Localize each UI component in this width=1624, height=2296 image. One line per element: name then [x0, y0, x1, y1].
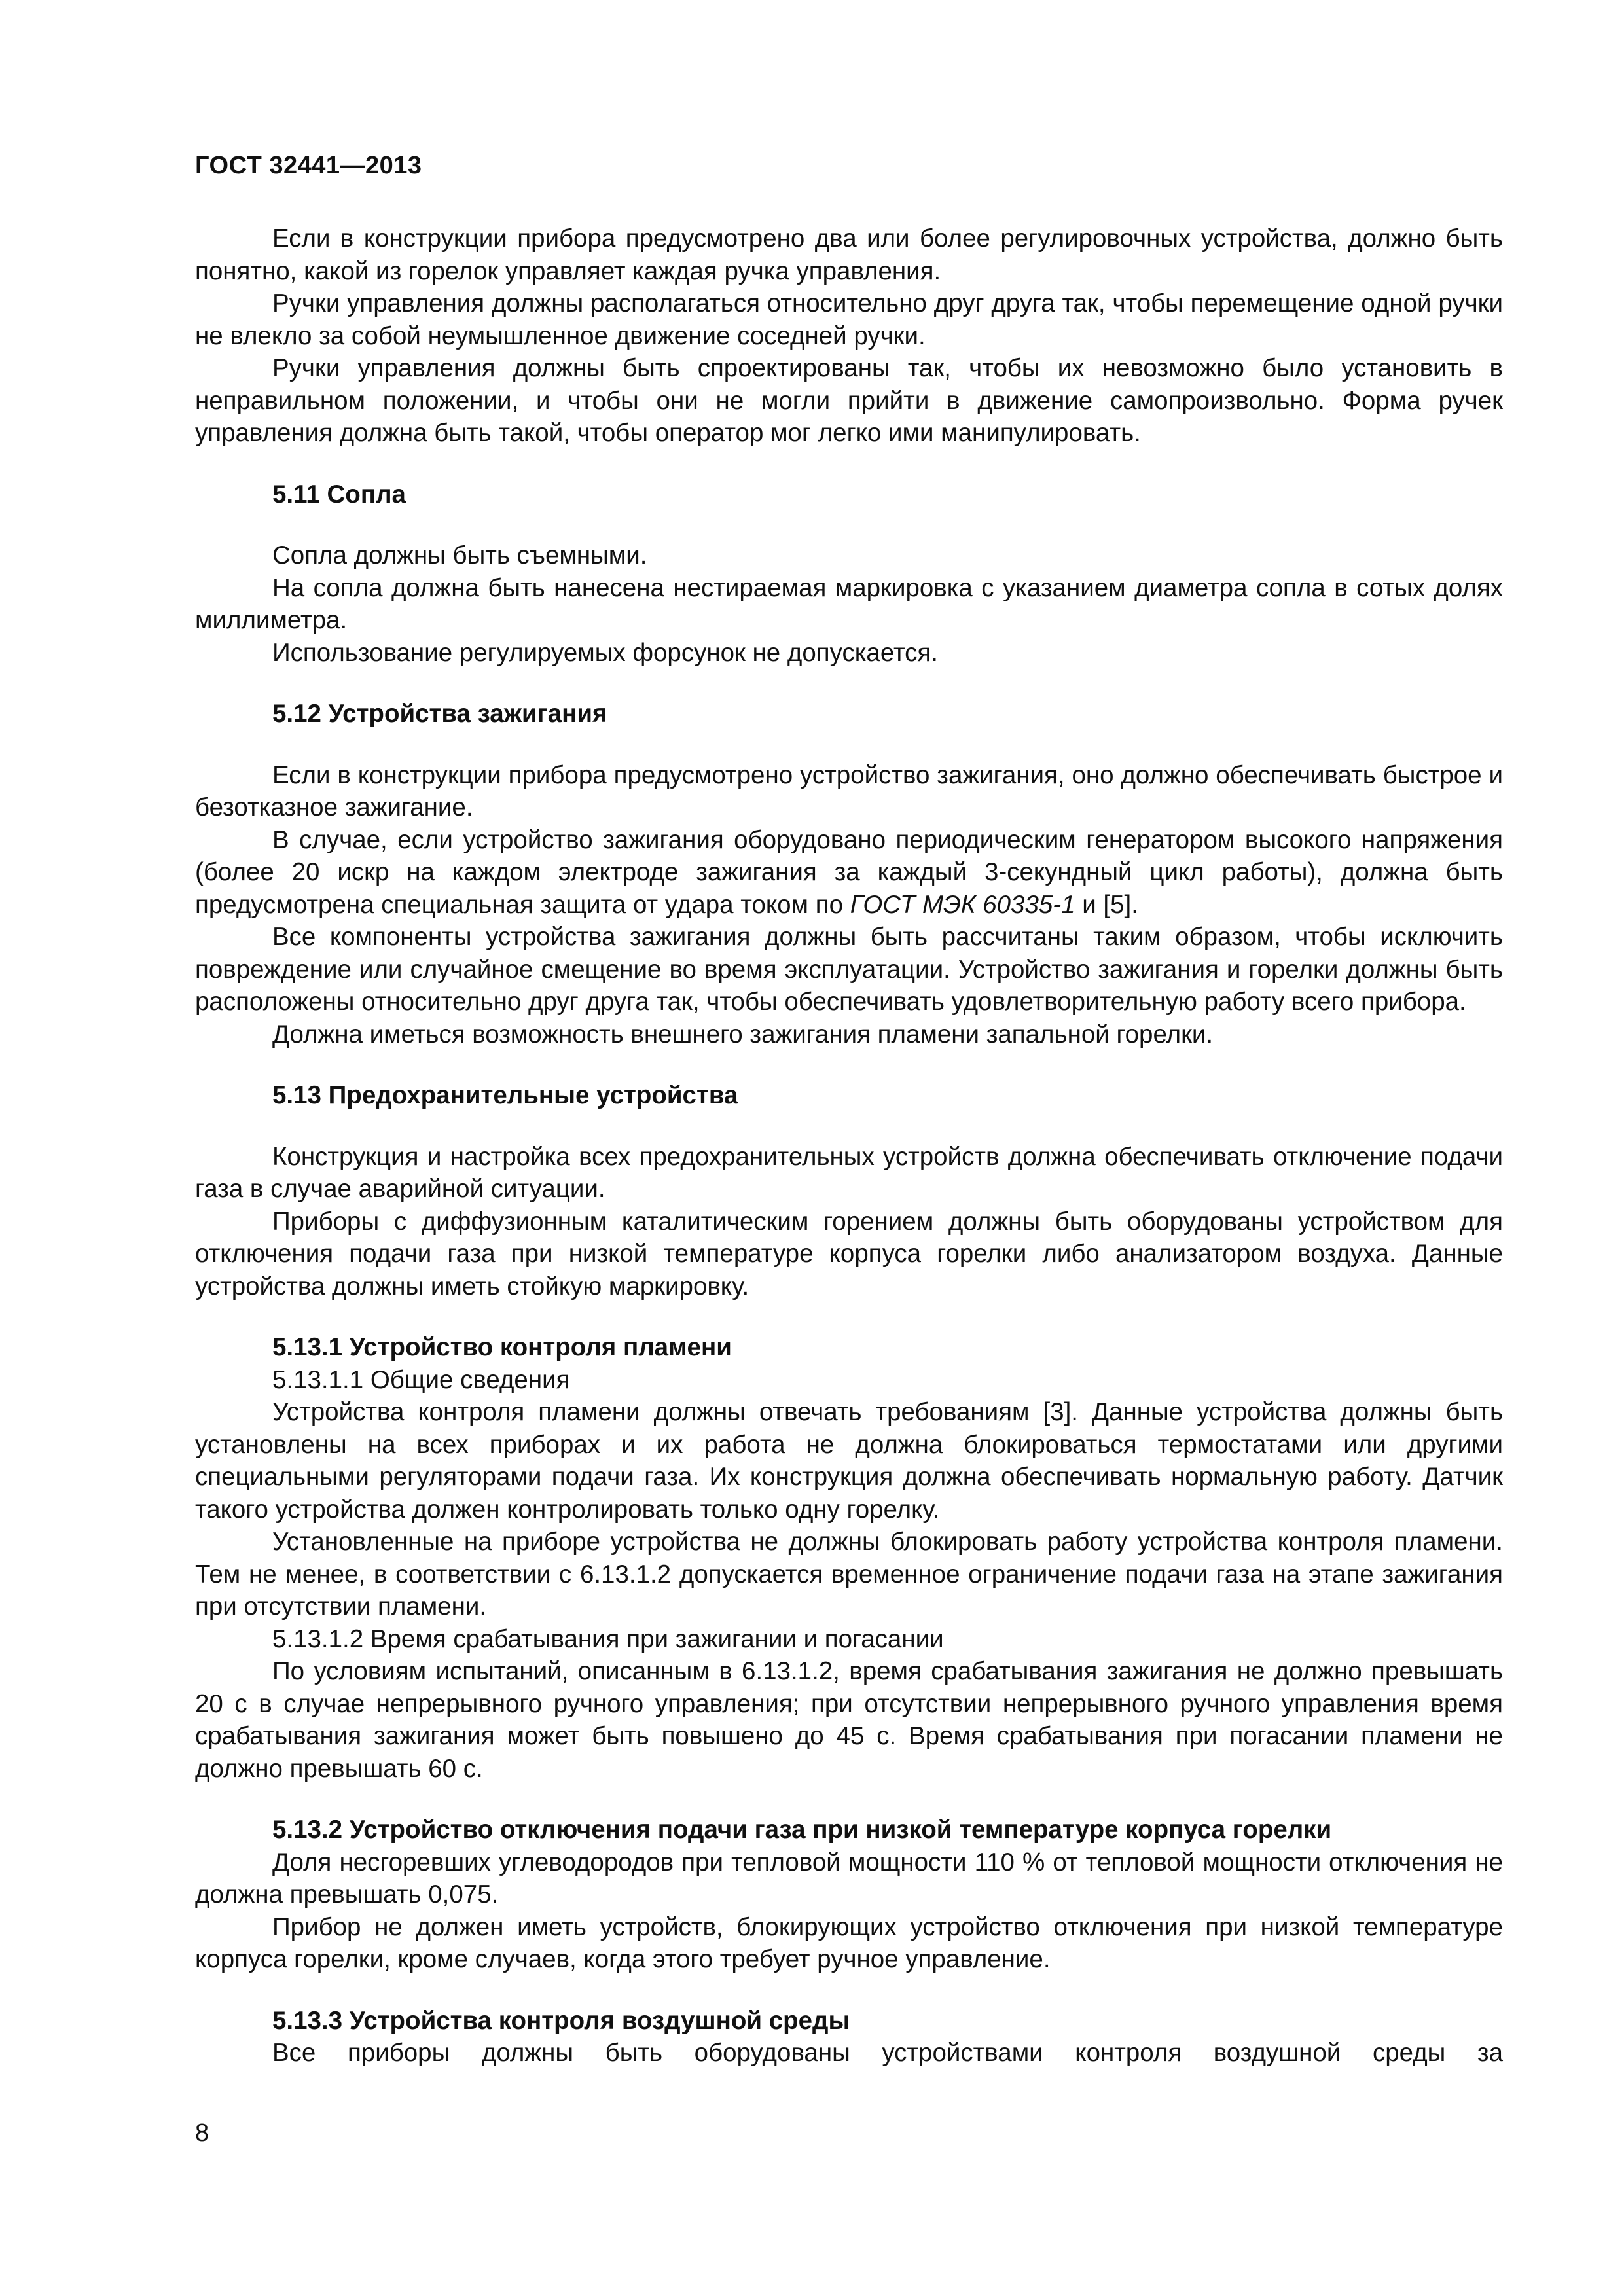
section-heading-5-13-3: 5.13.3 Устройства контроля воздушной среды	[272, 2006, 850, 2035]
paragraph: Если в конструкции прибора предусмотрено устройство зажигания, оно должно обеспечивать быстрое и безотказное зажигание.	[195, 761, 1503, 821]
paragraph: Все компоненты устройства зажигания должны быть рассчитаны таким образом, чтобы исключить повреждение или случайное смещение во время эксплуатации. Устройство зажигания и горелки должны быть расположены относительно друг друга так, чтобы обеспечивать удовлетворительную работу всего прибора.	[195, 923, 1503, 1016]
subsection-heading: 5.13.1.2 Время срабатывания при зажигании и погасании	[272, 1624, 944, 1653]
section-heading-5-13: 5.13 Предохранительные устройства	[272, 1081, 738, 1109]
paragraph: Доля несгоревших углеводородов при тепловой мощности 110 % от тепловой мощности отключения не должна превышать 0,075.	[195, 1848, 1503, 1909]
paragraph: Если в конструкции прибора предусмотрено два или более регулировочных устройства, должно быть понятно, какой из горелок управляет каждая ручка управления.	[195, 224, 1503, 285]
paragraph: Приборы с диффузионным каталитическим горением должны быть оборудованы устройством для отключения подачи газа при низкой температуре корпуса горелки либо анализатором воздуха. Данные устройства должны иметь стойкую маркировку.	[195, 1207, 1503, 1300]
page-number: 8	[195, 2119, 209, 2147]
paragraph: Конструкция и настройка всех предохранительных устройств должна обеспечивать отключение подачи газа в случае аварийной ситуации.	[195, 1142, 1503, 1203]
section-heading-5-13-2: 5.13.2 Устройство отключения подачи газа при низкой температуре корпуса горелки	[272, 1816, 1332, 1844]
paragraph: На сопла должна быть нанесена нестираемая маркировка с указанием диаметра сопла в сотых долях миллиметра.	[195, 573, 1503, 634]
section-heading-5-11: 5.11 Сопла	[272, 480, 406, 509]
subsection-heading: 5.13.1.1 Общие сведения	[272, 1365, 570, 1394]
paragraph-text: В случае, если устройство зажигания оборудовано периодическим генератором высокого напряжения (более 20 искр на каждом электроде зажигания за каждый 3-секундный цикл работы), должна быть предусмотрена специальная защита от удара током по	[195, 825, 1503, 919]
paragraph: Установленные на приборе устройства не должны блокировать работу устройства контроля пламени. Тем не менее, в соответствии с 6.13.1.2 допускается временное ограничение подачи газа на этапе зажигания при отсутствии пламени.	[195, 1528, 1503, 1621]
paragraph: Ручки управления должны быть спроектированы так, чтобы их невозможно было установить в неправильном положении, и чтобы они не могли прийти в движение самопроизвольно. Форма ручек управления должна быть такой, чтобы оператор мог легко ими манипулировать.	[195, 354, 1503, 447]
section-heading-5-13-1: 5.13.1 Устройство контроля пламени	[272, 1333, 732, 1361]
document-id-header: ГОСТ 32441—2013	[195, 152, 422, 179]
paragraph	[195, 824, 1503, 922]
paragraph: Прибор не должен иметь устройств, блокирующих устройство отключения при низкой температуре корпуса горелки, кроме случаев, когда этого требует ручное управление.	[195, 1912, 1503, 1973]
paragraph: Сопла должны быть съемными.	[272, 541, 647, 569]
paragraph: Должна иметься возможность внешнего зажигания пламени запальной горелки.	[272, 1020, 1214, 1049]
section-heading-5-12: 5.12 Устройства зажигания	[272, 700, 607, 728]
page-body	[195, 223, 1503, 2070]
paragraph: Все приборы должны быть оборудованы устройствами контроля воздушной среды за	[272, 2039, 1503, 2067]
paragraph: Использование регулируемых форсунок не допускается.	[272, 638, 938, 667]
paragraph: Устройства контроля пламени должны отвечать требованиям [3]. Данные устройства должны быть установлены на всех приборах и их работа не должна блокироваться термостатами или другими специальными регуляторами подачи газа. Их конструкция должна обеспечивать нормальную работу. Датчик такого устройства должен контролировать только одну горелку.	[195, 1398, 1503, 1524]
paragraph-text: и [5].	[1075, 890, 1138, 919]
standard-reference: ГОСТ МЭК 60335-1	[850, 890, 1075, 919]
paragraph: Ручки управления должны располагаться относительно друг друга так, чтобы перемещение одной ручки не влекло за собой неумышленное движение соседней ручки.	[195, 289, 1503, 350]
paragraph: По условиям испытаний, описанным в 6.13.1.2, время срабатывания зажигания не должно превышать 20 с в случае непрерывного ручного управления; при отсутствии непрерывного ручного управления время срабатывания зажигания может быть повышено до 45 с. Время срабатывания при погасании пламени не должно превышать 60 с.	[195, 1657, 1503, 1783]
